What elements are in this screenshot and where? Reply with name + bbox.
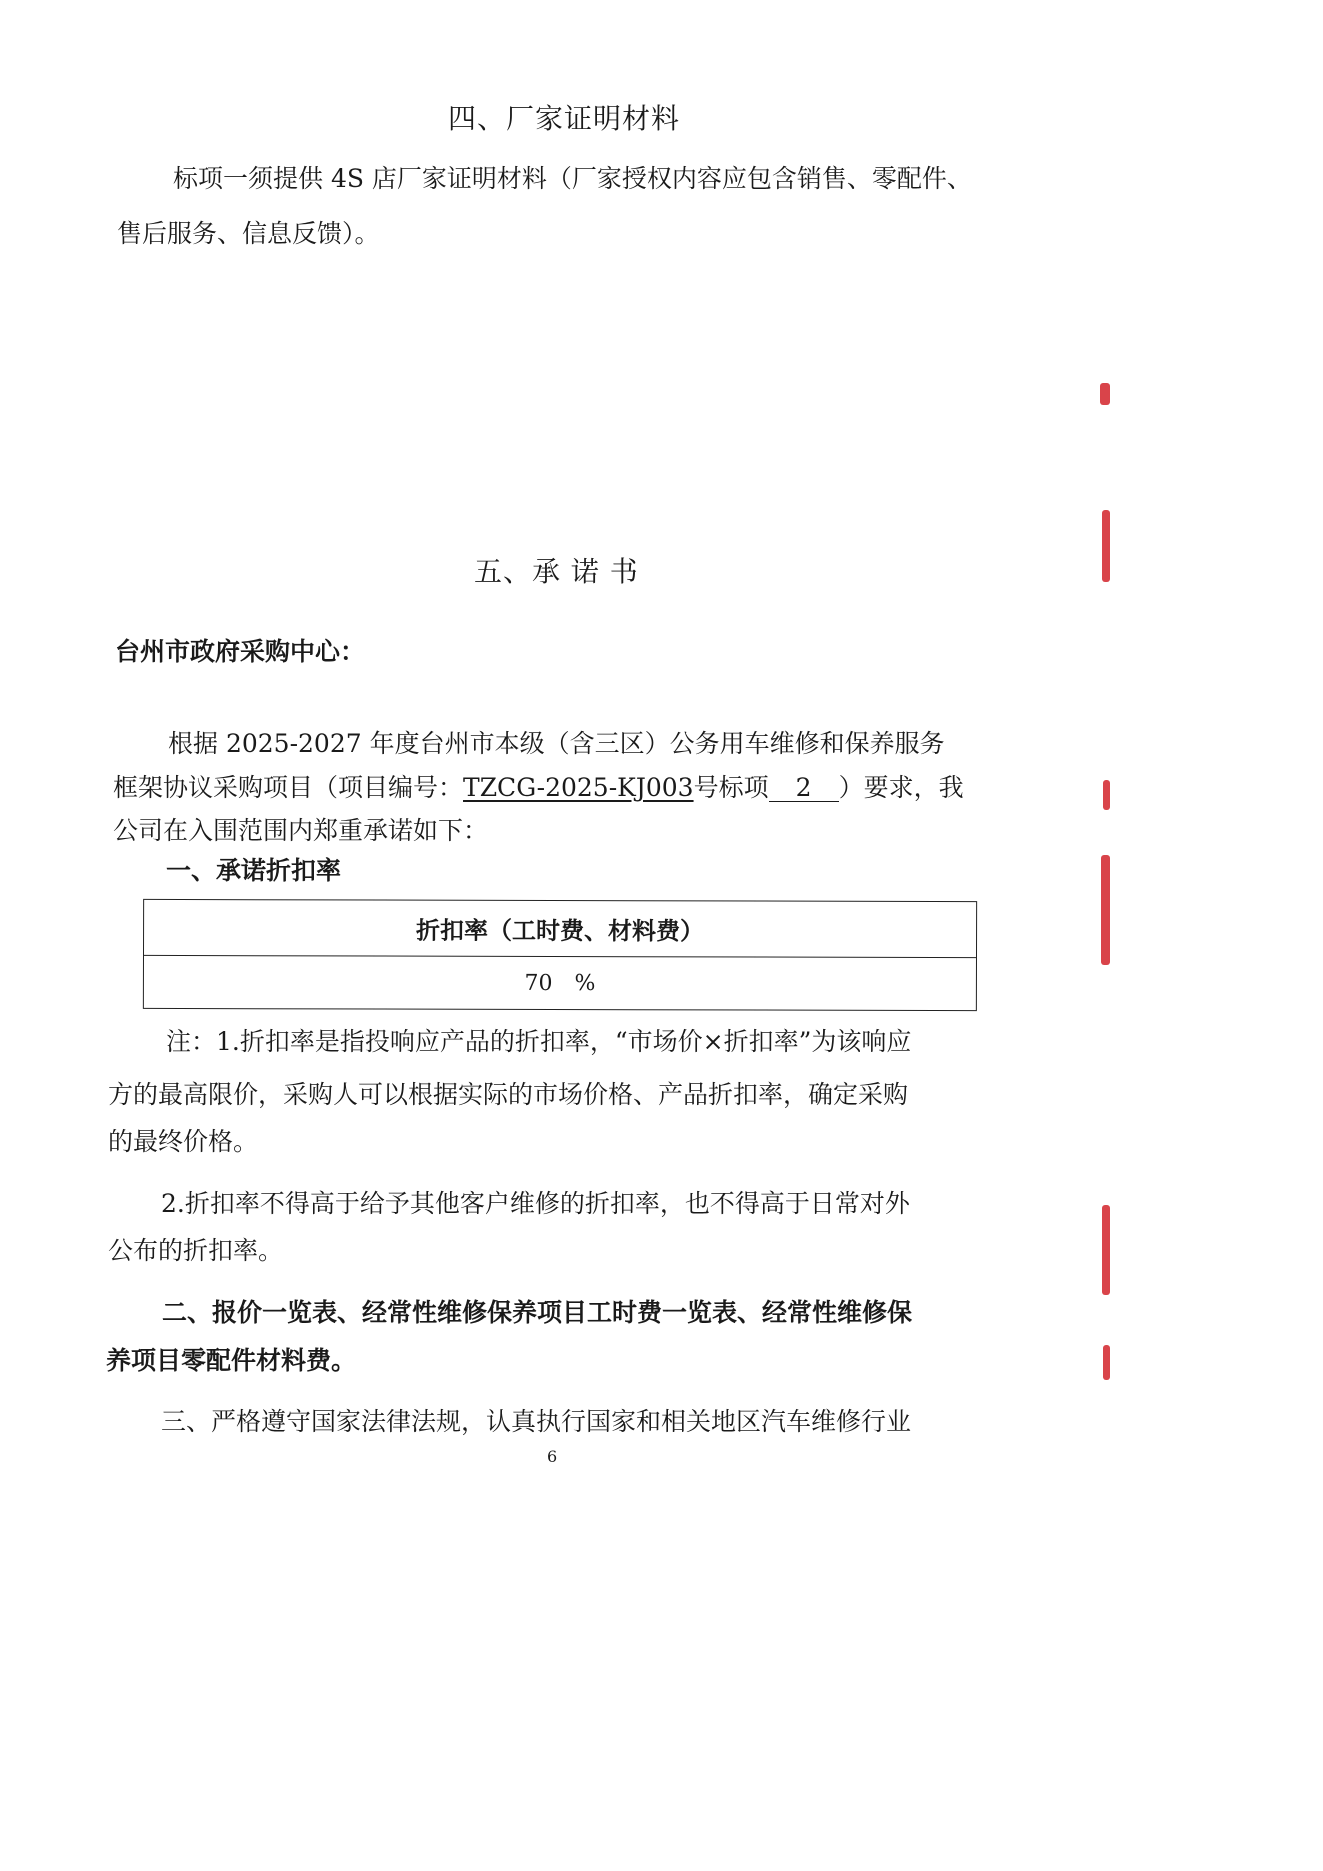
section-4-text-line-1: 标项一须提供 4S 店厂家证明材料（厂家授权内容应包含销售、零配件、 (173, 164, 972, 193)
project-number: TZCG-2025-KJ003 (463, 773, 694, 802)
seal-fragment (1103, 1345, 1110, 1380)
note-2-line-1: 2.折扣率不得高于给予其他客户维修的折扣率，也不得高于日常对外 (161, 1189, 910, 1218)
seal-fragment (1101, 855, 1110, 965)
note-1-line-1: 注：1.折扣率是指投响应产品的折扣率，“市场价×折扣率”为该响应 (166, 1027, 912, 1056)
note-1-line-3: 的最终价格。 (108, 1127, 259, 1156)
section-4-heading: 四、厂家证明材料 (448, 102, 681, 135)
note-2-line-2: 公布的折扣率。 (108, 1236, 284, 1265)
para1-line-2-prefix: 框架协议采购项目（项目编号： (113, 773, 464, 802)
seal-fragment (1103, 780, 1110, 810)
para1-line-2 (113, 768, 964, 804)
note-1-line-2: 方的最高限价，采购人可以根据实际的市场价格、产品折扣率，确定采购 (108, 1080, 909, 1109)
para1-line-2-suffix: ）要求，我 (838, 773, 964, 802)
addressee: 台州市政府采购中心： (115, 637, 366, 666)
item-2-line-2: 养项目零配件材料费。 (106, 1346, 357, 1375)
item-3-line-1: 三、严格遵守国家法律法规，认真执行国家和相关地区汽车维修行业 (161, 1407, 912, 1436)
seal-fragment (1102, 1205, 1110, 1295)
discount-table-header: 折扣率（工时费、材料费） (144, 900, 976, 958)
lot-number: 2 (769, 775, 839, 802)
para1-line-2-mid: 号标项 (693, 773, 769, 802)
para1-line-1: 根据 2025-2027 年度台州市本级（含三区）公务用车维修和保养服务 (168, 729, 945, 758)
discount-unit: % (574, 970, 596, 996)
discount-value: 70 (524, 970, 553, 996)
para1-line-3: 公司在入围范围内郑重承诺如下： (113, 816, 489, 845)
section-4-text-line-2: 售后服务、信息反馈）。 (117, 219, 380, 248)
item-2-line-1: 二、报价一览表、经常性维修保养项目工时费一览表、经常性维修保 (162, 1298, 913, 1327)
item-1-heading: 一、承诺折扣率 (166, 856, 342, 885)
seal-fragment (1102, 510, 1110, 582)
section-5-heading: 五、承 诺 书 (474, 555, 639, 588)
discount-table-value-row (144, 956, 976, 1010)
discount-table (143, 899, 977, 1011)
page-number: 6 (547, 1447, 558, 1466)
seal-fragment (1100, 383, 1110, 405)
